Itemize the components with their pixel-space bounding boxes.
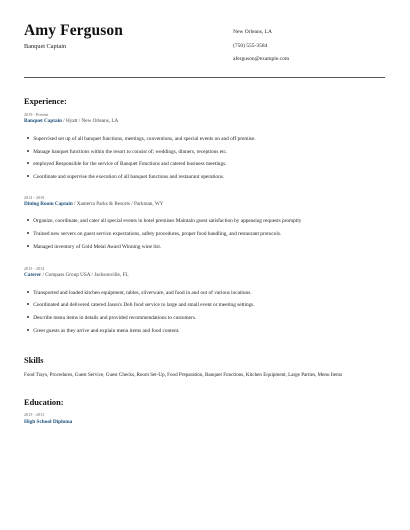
candidate-name: Amy Ferguson: [24, 22, 123, 39]
list-item: Greet guests as they arrive and explain menu items and food content.: [27, 328, 179, 334]
bullet-icon: [27, 316, 29, 318]
bullet-icon: [27, 162, 29, 164]
list-item: employed Responsible for the service of Banquet Functions and catered business meetings.: [27, 161, 226, 167]
list-item: Manage banquet functions within the resort to consist of; weddings, dinners, receptions etc.: [27, 149, 227, 155]
bullet-icon: [27, 245, 29, 247]
job-title: Caterer: [24, 272, 42, 278]
job-title: Banquet Captain: [24, 118, 62, 124]
job-line: [24, 118, 118, 124]
list-item: Trained new servers on guest service expectations, safety procedures, proper food handling, and restaurant protocols.: [27, 231, 281, 237]
bullet-icon: [27, 175, 29, 177]
contact-email[interactable]: aferguson@example.com: [233, 56, 290, 62]
education-dates: 2013 - 2013: [24, 412, 45, 417]
job-company: / Hyatt / New Orleans, LA: [61, 118, 119, 124]
bullet-icon: [27, 232, 29, 234]
list-item: Managed inventory of Gold Metal Award Winning wine list.: [27, 244, 161, 250]
skills-heading: Skills: [24, 356, 44, 365]
header-divider: [24, 77, 385, 78]
job-dates: 2019 - Present: [24, 112, 49, 117]
list-item: Organize, coordinate, and cater all special events in hotel premises Maintain guest satisfaction by appeasing requests promptly: [27, 218, 301, 224]
job-company: / Compass Group USA / Jacksonville, FL: [41, 272, 129, 278]
job-company: / Xanterra Parks & Resorts / Parkman, WY: [72, 201, 164, 207]
bullet-icon: [27, 150, 29, 152]
list-item: Describe menu items in details and provided recommendations to customers.: [27, 315, 196, 321]
job-title: Dining Room Captain: [24, 201, 73, 207]
bullet-icon: [27, 291, 29, 293]
education-degree: High School Diploma: [24, 419, 73, 425]
skills-list: Food Trays, Procedures, Guest Service, Guest Checks, Room Set-Up, Food Preparation, Banquet Functions, Kitchen Equipment, Large Parties, Menu Items: [24, 372, 343, 378]
contact-phone: (750) 555-3584: [233, 43, 268, 49]
bullet-icon: [27, 303, 29, 305]
list-item: Coordinated and delivered catered Jason's Deli food service to large and small event or meeting settings.: [27, 302, 255, 308]
contact-location: New Orleans, LA: [233, 29, 272, 35]
experience-heading: Experience:: [24, 97, 67, 106]
education-heading: Education:: [24, 398, 64, 407]
job-dates: 2013 - 2014: [24, 266, 45, 271]
job-dates: 2014 - 2019: [24, 195, 45, 200]
candidate-title: Banquet Captain: [24, 43, 67, 50]
list-item: Transported and loaded kitchen equipment, tables, silverware, and food in and out of various locations.: [27, 290, 252, 296]
list-item: Coordinate and supervise the execution of all banquet functions and restaurant operations.: [27, 174, 224, 180]
bullet-icon: [27, 137, 29, 139]
bullet-icon: [27, 219, 29, 221]
bullet-icon: [27, 329, 29, 331]
job-line: [24, 201, 164, 207]
list-item: Supervised set up of all banquet functions, meetings, conventions, and special events on and off premise.: [27, 136, 256, 142]
job-line: [24, 272, 129, 278]
